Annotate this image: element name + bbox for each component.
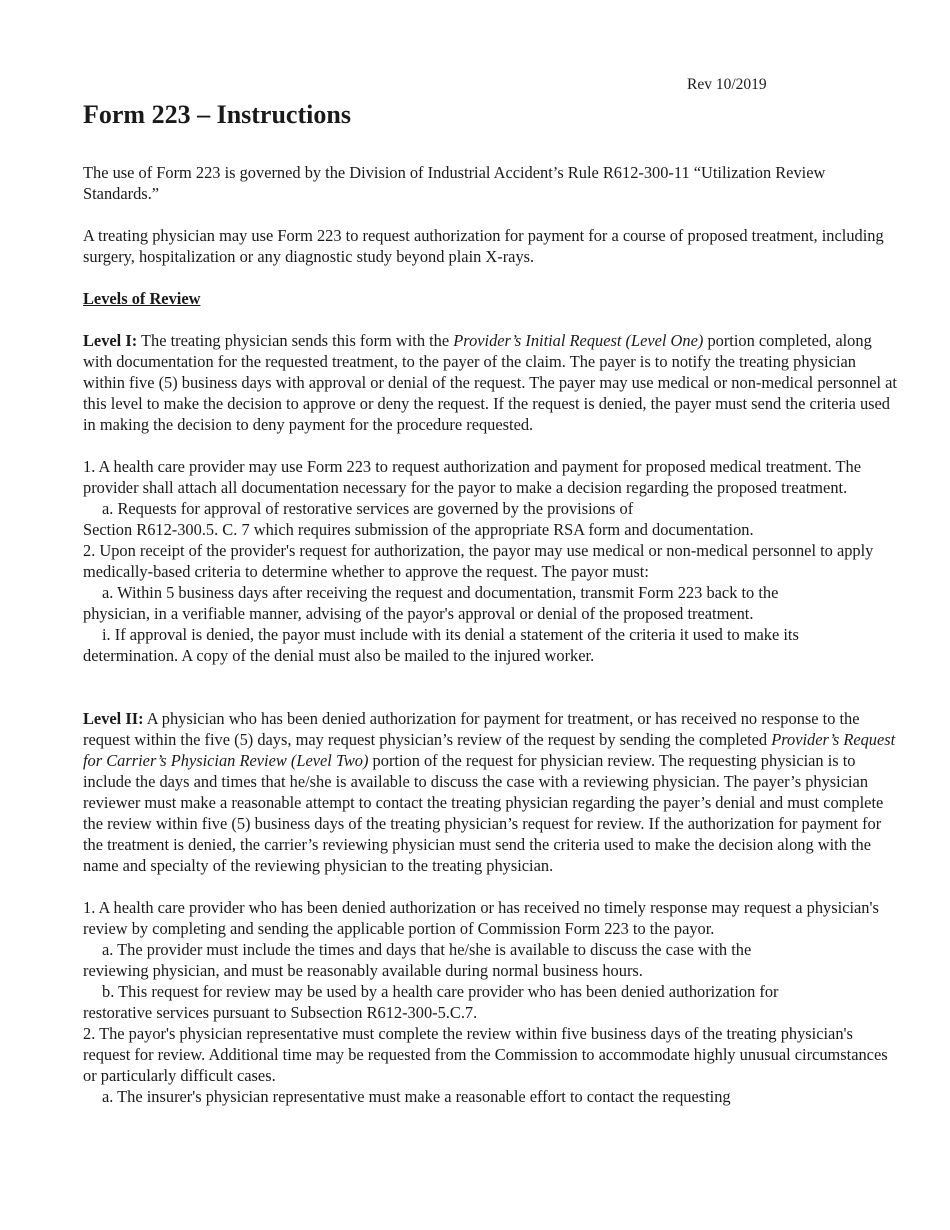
level-1-item: determination. A copy of the denial must also be mailed to the injured worker.	[83, 646, 595, 665]
level-2-paragraph	[83, 708, 898, 876]
intro-paragraph-2: A treating physician may use Form 223 to request authorization for payment for a course of proposed treatment, including surgery, hospitalization or any diagnostic study beyond plain X-rays.	[83, 226, 884, 266]
level-1-item: 1. A health care provider may use Form 223 to request authorization and payment for proposed medical treatment. The provider shall attach all documentation necessary for the payor to make a decision regarding the proposed treatment.	[83, 457, 862, 497]
level-2-item: a. The insurer's physician representative must make a reasonable effort to contact the requesting	[102, 1087, 731, 1106]
level-1-form-portion: Provider’s Initial Request (Level One)	[453, 331, 704, 350]
level-1-paragraph	[83, 330, 898, 435]
level-1-item: Section R612-300.5. C. 7 which requires submission of the appropriate RSA form and documentation.	[83, 520, 754, 539]
level-2-item: 1. A health care provider who has been denied authorization or has received no timely response may request a physician's review by completing and sending the applicable portion of Commission Form 223 to the payor.	[83, 898, 879, 938]
level-2-item: b. This request for review may be used by a health care provider who has been denied authorization for	[102, 982, 779, 1001]
revision-label: Rev 10/2019	[687, 76, 767, 93]
page-title: Form 223 – Instructions	[83, 100, 351, 129]
level-2-item: 2. The payor's physician representative must complete the review within five business days of the treating physician's request for review. Additional time may be requested from the Commission to accommodate highly unusual circumstances or particularly difficult cases.	[83, 1024, 888, 1085]
level-2-label: Level II:	[83, 709, 144, 728]
levels-of-review-heading: Levels of Review	[83, 289, 201, 308]
level-1-item: 2. Upon receipt of the provider's request for authorization, the payor may use medical or non-medical personnel to apply medically-based criteria to determine whether to approve the request. The payor must:	[83, 541, 874, 581]
document-body	[83, 162, 898, 1107]
level-2-text-a: A physician who has been denied authorization for payment for treatment, or has received no response to the request within the five (5) days, may request physician’s review of the request by sending the completed	[83, 709, 860, 749]
level-1-label: Level I:	[83, 331, 138, 350]
level-1-text-b: portion completed, along with documentation for the requested treatment, to the payer of the claim. The payer is to notify the treating physician within five (5) business days with approval or denial of the request. The payer may use medical or non-medical personnel at this level to make the decision to approve or deny the request. If the request is denied, the payer must send the criteria used in making the decision to deny payment for the procedure requested.	[83, 331, 897, 434]
intro-paragraph-1: The use of Form 223 is governed by the Division of Industrial Accident’s Rule R612-300-11 “Utilization Review Standards.”	[83, 163, 826, 203]
level-2-item: a. The provider must include the times and days that he/she is available to discuss the case with the	[102, 940, 752, 959]
level-2-item: reviewing physician, and must be reasonably available during normal business hours.	[83, 961, 643, 980]
level-1-item: physician, in a verifiable manner, advising of the payor's approval or denial of the proposed treatment.	[83, 604, 754, 623]
level-1-item: a. Within 5 business days after receiving the request and documentation, transmit Form 223 back to the	[102, 583, 779, 602]
level-2-form-portion: Provider’s Request for Carrier’s Physician Review (Level Two)	[83, 730, 896, 770]
level-1-item: a. Requests for approval of restorative services are governed by the provisions of	[102, 499, 634, 518]
level-2-text-b: portion of the request for physician review. The requesting physician is to include the days and times that he/she is available to discuss the case with a reviewing physician. The payer’s physician reviewer must make a reasonable attempt to contact the treating physician regarding the payer’s denial and must complete the review within five (5) business days of the treating physician’s request for review. If the authorization for payment for the treatment is denied, the carrier’s reviewing physician must send the criteria used to make the decision along with the name and specialty of the reviewing physician to the treating physician.	[83, 751, 884, 875]
level-1-item: i. If approval is denied, the payor must include with its denial a statement of the criteria it used to make its	[102, 625, 799, 644]
level-1-text-a: The treating physician sends this form with the	[140, 331, 450, 350]
level-2-item: restorative services pursuant to Subsection R612-300-5.C.7.	[83, 1003, 478, 1022]
